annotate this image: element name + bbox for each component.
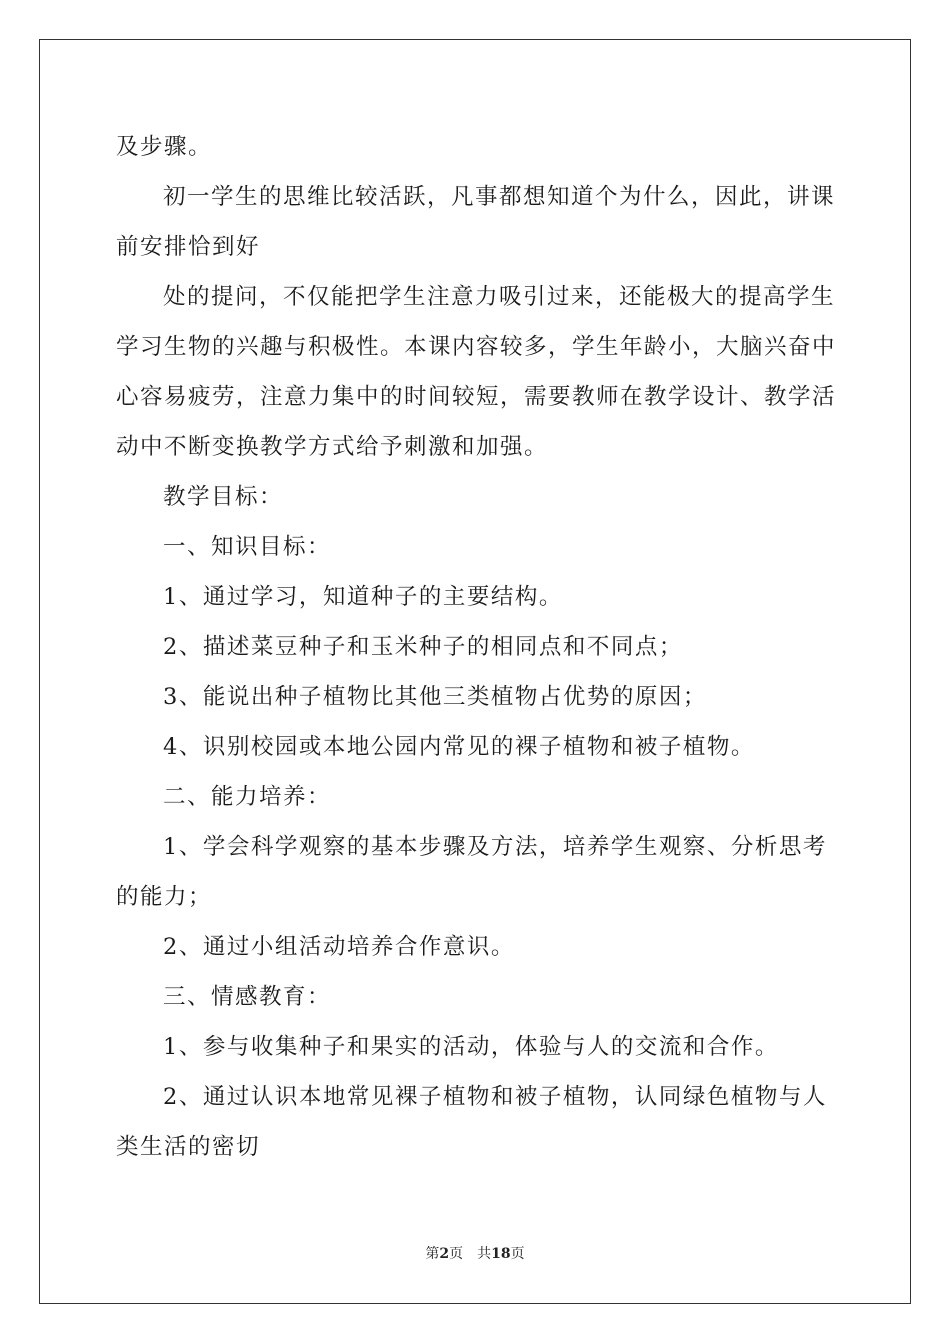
text-line: 初一学生的思维比较活跃，凡事都想知道个为什么，因此，讲课 [163, 184, 836, 210]
text-line: 处的提问，不仅能把学生注意力吸引过来，还能极大的提高学生 [163, 284, 836, 310]
text-line: 及步骤。 [116, 134, 213, 160]
page-footer [0, 1244, 950, 1264]
section-heading: 三、情感教育： [163, 984, 332, 1010]
page-number-label [425, 1246, 463, 1262]
section-heading: 一、知识目标： [163, 534, 332, 560]
list-item: 3、能说出种子植物比其他三类植物占优势的原因； [163, 684, 707, 710]
list-item: 4、识别校园或本地公园内常见的裸子植物和被子植物。 [163, 734, 755, 760]
total-prefix: 共 [477, 1246, 492, 1262]
list-item: 1、参与收集种子和果实的活动，体验与人的交流和合作。 [163, 1034, 779, 1060]
total-pages: 18 [491, 1246, 511, 1262]
text-line: 前安排恰到好 [116, 234, 261, 260]
list-item: 2、通过认识本地常见裸子植物和被子植物，认同绿色植物与人 [163, 1084, 827, 1110]
section-heading: 二、能力培养： [163, 784, 332, 810]
page-number: 2 [439, 1246, 450, 1262]
text-line: 学习生物的兴趣与积极性。本课内容较多，学生年龄小，大脑兴奋中 [116, 334, 837, 360]
section-heading: 教学目标： [163, 484, 284, 510]
document-body [116, 122, 836, 1172]
total-suffix: 页 [510, 1246, 525, 1262]
list-item: 1、通过学习，知道种子的主要结构。 [163, 584, 563, 610]
page-prefix: 第 [425, 1246, 440, 1262]
list-item: 2、描述菜豆种子和玉米种子的相同点和不同点； [163, 634, 683, 660]
text-line: 心容易疲劳，注意力集中的时间较短，需要教师在教学设计、教学活 [116, 384, 837, 410]
page-suffix: 页 [449, 1246, 464, 1262]
list-item: 1、学会科学观察的基本步骤及方法，培养学生观察、分析思考 [163, 834, 827, 860]
text-line: 类生活的密切 [116, 1134, 261, 1160]
text-line: 的能力； [116, 884, 213, 910]
total-pages-label [477, 1246, 524, 1262]
text-line: 动中不断变换教学方式给予刺激和加强。 [116, 434, 549, 460]
list-item: 2、通过小组活动培养合作意识。 [163, 934, 515, 960]
